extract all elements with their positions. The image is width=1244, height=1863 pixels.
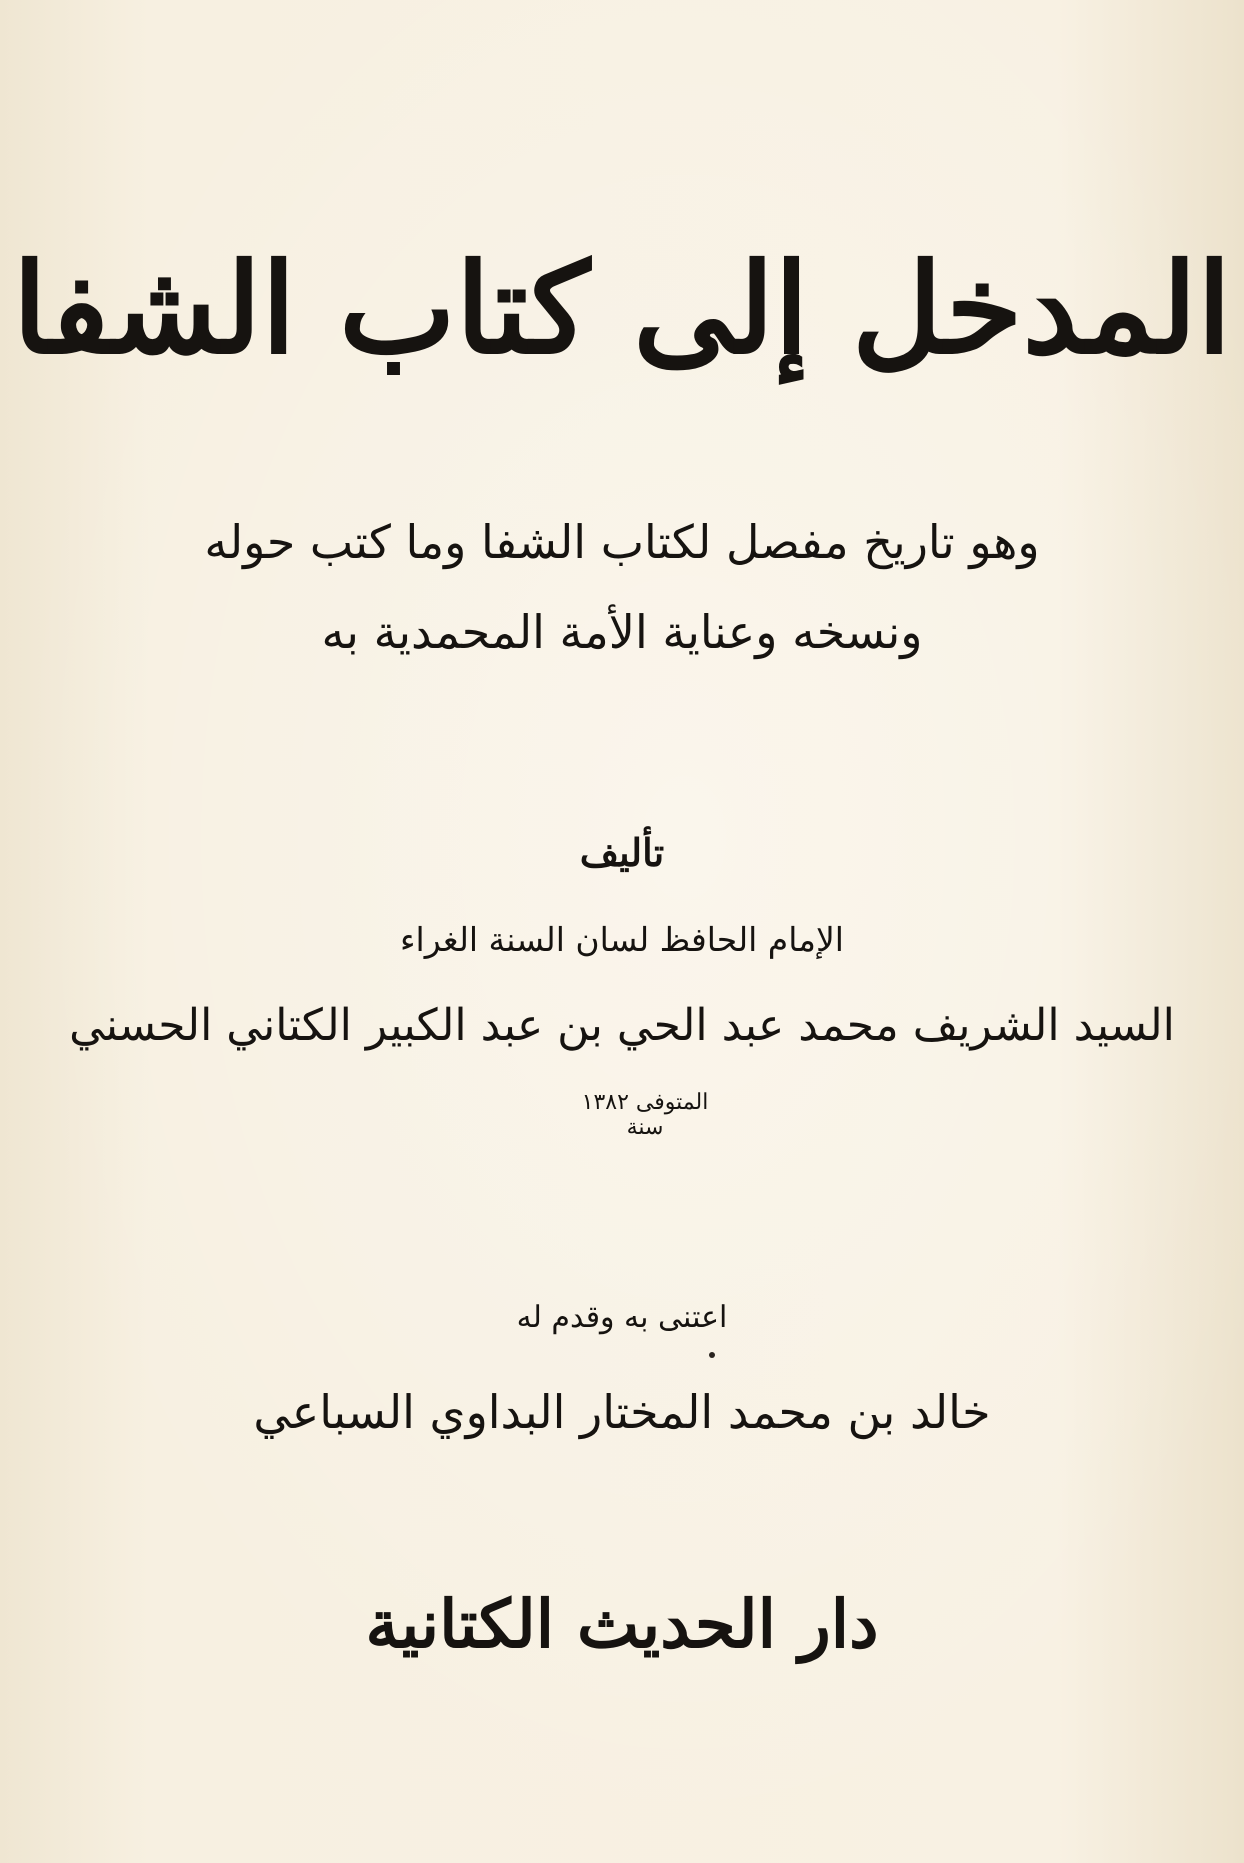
author-epithet: الإمام الحافظ لسان السنة الغراء xyxy=(400,920,844,959)
edited-by-label: اعتنى به وقدم له xyxy=(516,1300,728,1335)
book-title: المدخل إلى كتاب الشفا xyxy=(12,237,1232,382)
publisher-logo-text: دار الحديث الكتانية xyxy=(365,1585,879,1663)
author-name: السيد الشريف محمد عبد الحي بن عبد الكبير الكتاني الحسني xyxy=(69,1000,1175,1051)
authorship-label: تأليف xyxy=(579,830,665,875)
subtitle-line-2: ونسخه وعناية الأمة المحمدية به xyxy=(321,605,923,659)
subtitle-line-1: وهو تاريخ مفصل لكتاب الشفا وما كتب حوله xyxy=(204,515,1040,569)
editor-name: خالد بن محمد المختار البداوي السباعي xyxy=(253,1385,991,1439)
author-death-date: المتوفى ١٣٨٢ سنة xyxy=(581,1090,709,1140)
separator-dot xyxy=(709,1352,715,1358)
